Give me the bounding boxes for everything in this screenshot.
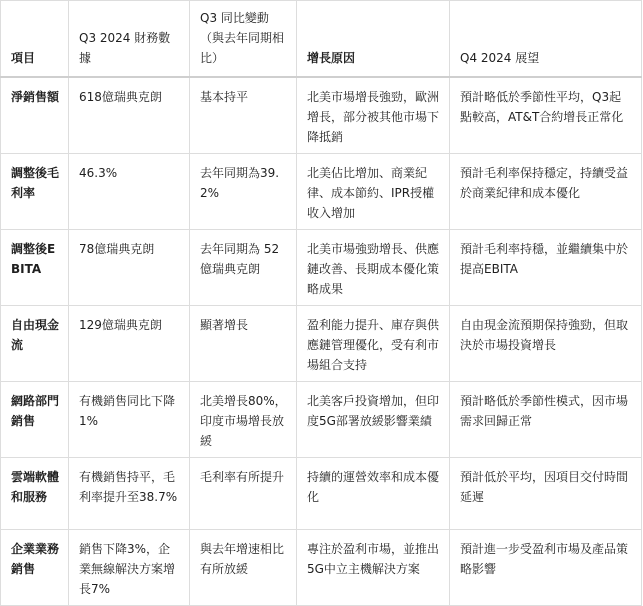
header-growth-reason: 增長原因 (297, 1, 450, 77)
row-growth-reason: 專注於盈利市場，並推出5G中立主機解決方案 (297, 529, 450, 605)
row-q3-financial: 46.3% (69, 153, 190, 229)
row-item: 調整後毛利率 (1, 153, 69, 229)
row-q4-outlook: 預計進一步受盈利市場及產品策略影響 (450, 529, 642, 605)
row-q4-outlook: 預計毛利率持穩，並繼續集中於提高EBITA (450, 229, 642, 305)
row-q4-outlook: 預計毛利率保持穩定，持續受益於商業紀律和成本優化 (450, 153, 642, 229)
row-item: 雲端軟體和服務 (1, 457, 69, 529)
row-growth-reason: 北美客戶投資增加，但印度5G部署放緩影響業績 (297, 381, 450, 457)
row-item: 淨銷售額 (1, 77, 69, 154)
header-q3-financial: Q3 2024 財務數據 (69, 1, 190, 77)
row-q3-yoy: 去年同期為39.2% (190, 153, 297, 229)
row-q3-financial: 129億瑞典克朗 (69, 305, 190, 381)
row-q3-financial: 有機銷售持平，毛利率提升至38.7% (69, 457, 190, 529)
row-q4-outlook: 自由現金流預期保持強勁，但取決於市場投資增長 (450, 305, 642, 381)
header-q4-outlook: Q4 2024 展望 (450, 1, 642, 77)
row-q4-outlook: 預計略低於季節性平均，Q3起點較高，AT&T合約增長正常化 (450, 77, 642, 154)
row-q3-yoy: 基本持平 (190, 77, 297, 154)
row-item: 自由現金流 (1, 305, 69, 381)
row-growth-reason: 北美佔比增加、商業紀律、成本節約、IPR授權收入增加 (297, 153, 450, 229)
row-q3-yoy: 去年同期為 52億瑞典克朗 (190, 229, 297, 305)
row-q3-financial: 有機銷售同比下降1% (69, 381, 190, 457)
header-item: 項目 (1, 1, 69, 77)
row-q4-outlook: 預計低於平均，因項目交付時間延遲 (450, 457, 642, 529)
table-row (1, 305, 642, 381)
row-item: 網路部門銷售 (1, 381, 69, 457)
table-row (1, 229, 642, 305)
row-q4-outlook: 預計略低於季節性模式，因市場需求回歸正常 (450, 381, 642, 457)
row-growth-reason: 北美市場增長強勁，歐洲增長，部分被其他市場下降抵銷 (297, 77, 450, 154)
row-q3-financial: 618億瑞典克朗 (69, 77, 190, 154)
row-growth-reason: 北美市場強勁增長、供應鏈改善、長期成本優化策略成果 (297, 229, 450, 305)
table-row (1, 457, 642, 529)
row-q3-financial: 78億瑞典克朗 (69, 229, 190, 305)
row-q3-yoy: 與去年增速相比有所放緩 (190, 529, 297, 605)
row-q3-yoy: 顯著增長 (190, 305, 297, 381)
row-growth-reason: 持續的運營效率和成本優化 (297, 457, 450, 529)
row-q3-yoy: 北美增長80%，印度市場增長放緩 (190, 381, 297, 457)
table-row (1, 529, 642, 605)
table-header-row (1, 1, 642, 77)
table-row (1, 77, 642, 154)
row-q3-financial: 銷售下降3%，企業無線解決方案增長7% (69, 529, 190, 605)
table-row (1, 153, 642, 229)
row-item: 企業業務銷售 (1, 529, 69, 605)
row-q3-yoy: 毛利率有所提升 (190, 457, 297, 529)
row-item: 調整後EBITA (1, 229, 69, 305)
header-q3-yoy: Q3 同比變動（與去年同期相比） (190, 1, 297, 77)
row-growth-reason: 盈利能力提升、庫存與供應鏈管理優化，受有利市場組合支持 (297, 305, 450, 381)
table-row (1, 381, 642, 457)
